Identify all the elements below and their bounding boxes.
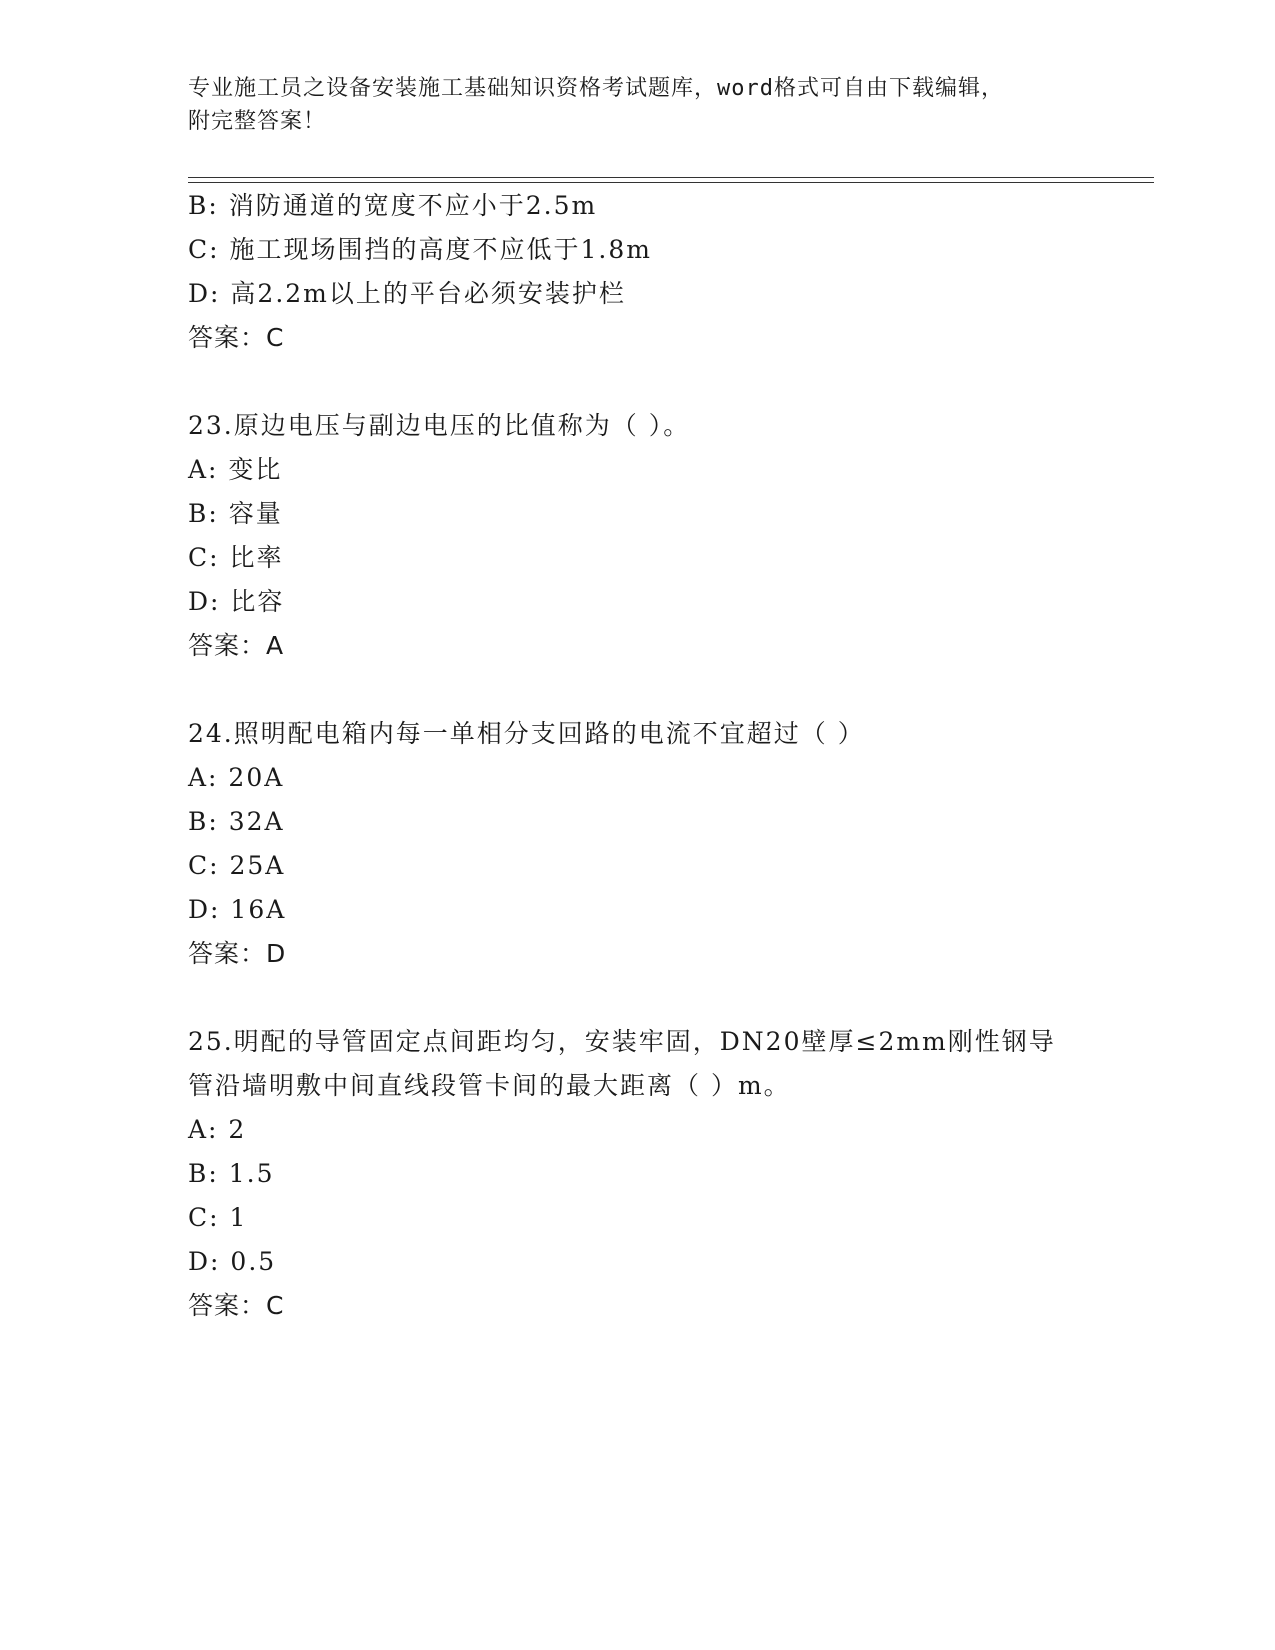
q25-option-d: D: 0.5 — [188, 1247, 277, 1276]
q22-option-b: B: 消防通道的宽度不应小于2.5m — [188, 191, 598, 220]
q25-option-a: A: 2 — [188, 1115, 247, 1144]
q24-option-a: A: 20A — [188, 763, 285, 792]
document-header — [188, 72, 1088, 138]
header-divider-top — [188, 177, 1154, 178]
q24-question: 24.照明配电箱内每一单相分支回路的电流不宜超过（ ） — [188, 719, 865, 748]
q23-question: 23.原边电压与副边电压的比值称为（ ）。 — [188, 411, 691, 440]
q23-option-a: A: 变比 — [188, 455, 283, 484]
q25-option-b: B: 1.5 — [188, 1159, 275, 1188]
q25-option-c: C: 1 — [188, 1203, 248, 1232]
q24-answer: 答案：D — [188, 939, 287, 968]
header-line-2: 附完整答案！ — [188, 109, 327, 134]
header-divider-bottom — [188, 182, 1154, 183]
q22-answer: 答案：C — [188, 323, 285, 352]
q25-answer: 答案：C — [188, 1291, 285, 1320]
q25-question-line-1: 25.明配的导管固定点间距均匀，安装牢固，DN20壁厚≤2mm刚性钢导 — [188, 1027, 1056, 1056]
q22-option-c: C: 施工现场围挡的高度不应低于1.8m — [188, 235, 652, 264]
q25-question-line-2: 管沿墙明敷中间直线段管卡间的最大距离（ ）m。 — [188, 1071, 791, 1100]
header-line-1: 专业施工员之设备安装施工基础知识资格考试题库，word格式可自由下载编辑， — [188, 76, 1004, 101]
q23-option-d: D: 比容 — [188, 587, 285, 616]
q24-option-b: B: 32A — [188, 807, 285, 836]
q23-answer: 答案：A — [188, 631, 285, 660]
q24-option-c: C: 25A — [188, 851, 286, 880]
q24-option-d: D: 16A — [188, 895, 287, 924]
q23-option-b: B: 容量 — [188, 499, 283, 528]
q22-option-d: D: 高2.2m以上的平台必须安装护栏 — [188, 279, 626, 308]
q23-option-c: C: 比率 — [188, 543, 284, 572]
